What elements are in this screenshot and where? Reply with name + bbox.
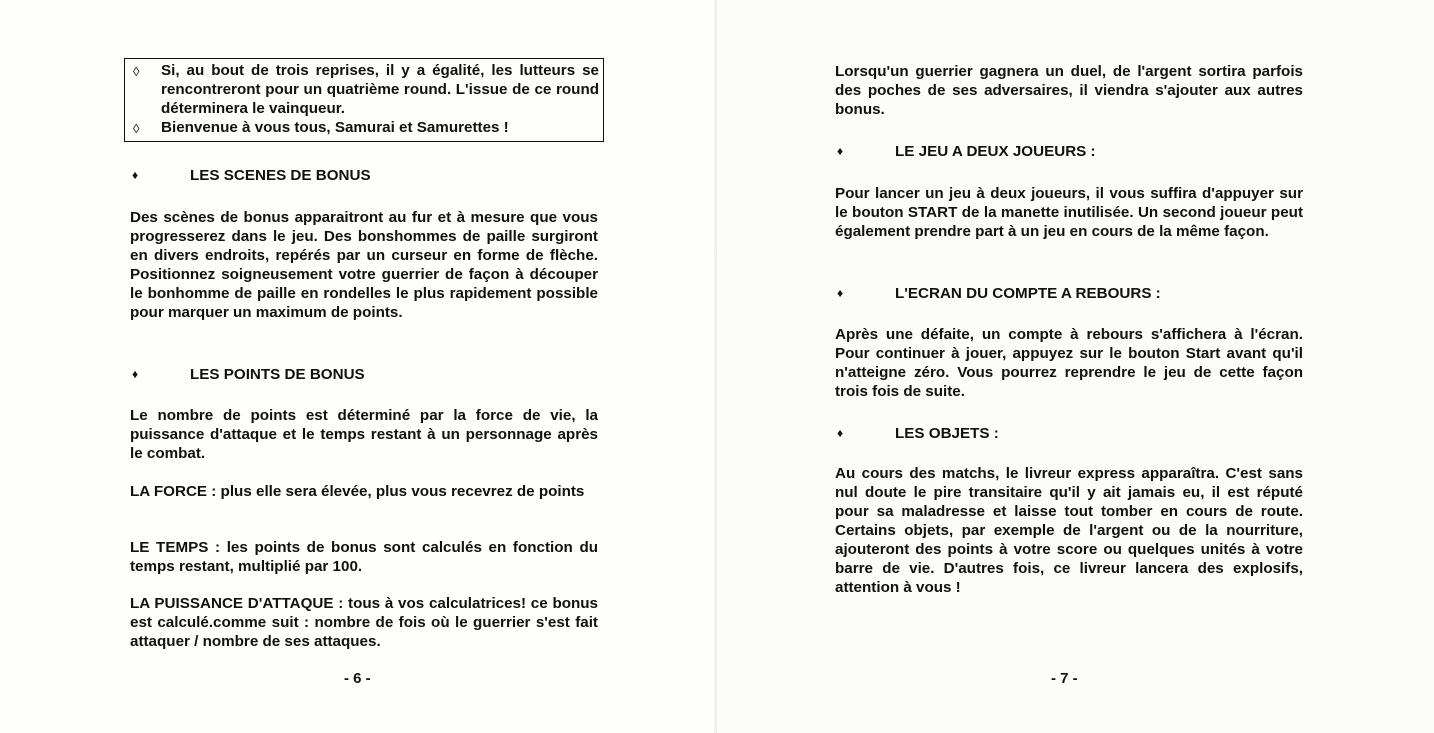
page-right <box>717 0 1434 733</box>
diamond-bullet-icon: ♦ <box>837 426 844 440</box>
section-heading <box>835 142 1303 161</box>
section-heading <box>835 424 1303 443</box>
section-heading <box>130 166 598 185</box>
section-heading <box>835 284 1303 303</box>
diamond-outline-icon: ◊ <box>133 64 140 79</box>
paragraph: Des scènes de bonus apparaitront au fur et à mesure que vous progresserez dans le jeu. Des bonshommes de paille surgiront en divers endroits, repérés par un curseur en forme de flèche. Positionnez soigneusement votre guerrier de façon à découper le bonhomme de paille en rondelles le plus rapidement possible pour marquer un maximum de points. <box>130 209 598 321</box>
paragraph: LA PUISSANCE D'ATTAQUE : tous à vos calculatrices! ce bonus est calculé.comme suit : nombre de fois où le guerrier s'est fait attaquer / nombre de ses attaques. <box>130 595 598 650</box>
heading-text: LES POINTS DE BONUS <box>190 366 365 383</box>
heading-text: L'ECRAN DU COMPTE A REBOURS : <box>895 285 1161 302</box>
heading-text: LE JEU A DEUX JOUEURS : <box>895 143 1096 160</box>
paragraph: Au cours des matchs, le livreur express apparaîtra. C'est sans nul doute le pire transitaire qu'il y ait jamais eu, il est réputé pour sa maladresse et laisse tout tomber en cours de route. Certains objets, par exemple de l'argent ou de la nourriture, ajouteront des points à votre score ou quelques unités à votre barre de vie. D'autres fois, ce livreur lancera des explosifs, attention à vous ! <box>835 465 1303 596</box>
rules-box <box>124 58 604 142</box>
page-number: - 6 - <box>344 670 371 687</box>
diamond-bullet-icon: ♦ <box>132 168 139 182</box>
heading-text: LES SCENES DE BONUS <box>190 167 371 184</box>
diamond-bullet-icon: ♦ <box>837 286 844 300</box>
paragraph: Après une défaite, un compte à rebours s'affichera à l'écran. Pour continuer à jouer, appuyez sur le bouton Start avant qu'il n'atteigne zéro. Vous pourrez reprendre le jeu de cette façon trois fois de suite. <box>835 326 1303 400</box>
paragraph: Le nombre de points est déterminé par la force de vie, la puissance d'attaque et le temps restant à un personnage après le combat. <box>130 407 598 462</box>
paragraph: Lorsqu'un guerrier gagnera un duel, de l'argent sortira parfois des poches de ses adversaires, il viendra s'ajouter aux autres bonus. <box>835 63 1303 118</box>
paragraph: LA FORCE : plus elle sera élevée, plus vous recevrez de points <box>130 483 585 500</box>
box-item-text: Si, au bout de trois reprises, il y a égalité, les lutteurs se rencontreront pour un quatrième round. L'issue de ce round déterminera le vainqueur. <box>161 62 599 117</box>
section-heading <box>130 365 598 384</box>
paragraph: LE TEMPS : les points de bonus sont calculés en fonction du temps restant, multiplié par 100. <box>130 539 598 575</box>
heading-text: LES OBJETS : <box>895 425 999 442</box>
paragraph: Pour lancer un jeu à deux joueurs, il vous suffira d'appuyer sur le bouton START de la manette inutilisée. Un second joueur peut également prendre part à un jeu en cours de la même façon. <box>835 185 1303 240</box>
box-item <box>133 61 599 118</box>
box-item <box>133 118 599 138</box>
diamond-bullet-icon: ♦ <box>837 144 844 158</box>
diamond-bullet-icon: ♦ <box>132 367 139 381</box>
page-number: - 7 - <box>1051 670 1078 687</box>
box-item-text: Bienvenue à vous tous, Samurai et Samurettes ! <box>161 119 509 136</box>
diamond-outline-icon: ◊ <box>133 121 140 136</box>
